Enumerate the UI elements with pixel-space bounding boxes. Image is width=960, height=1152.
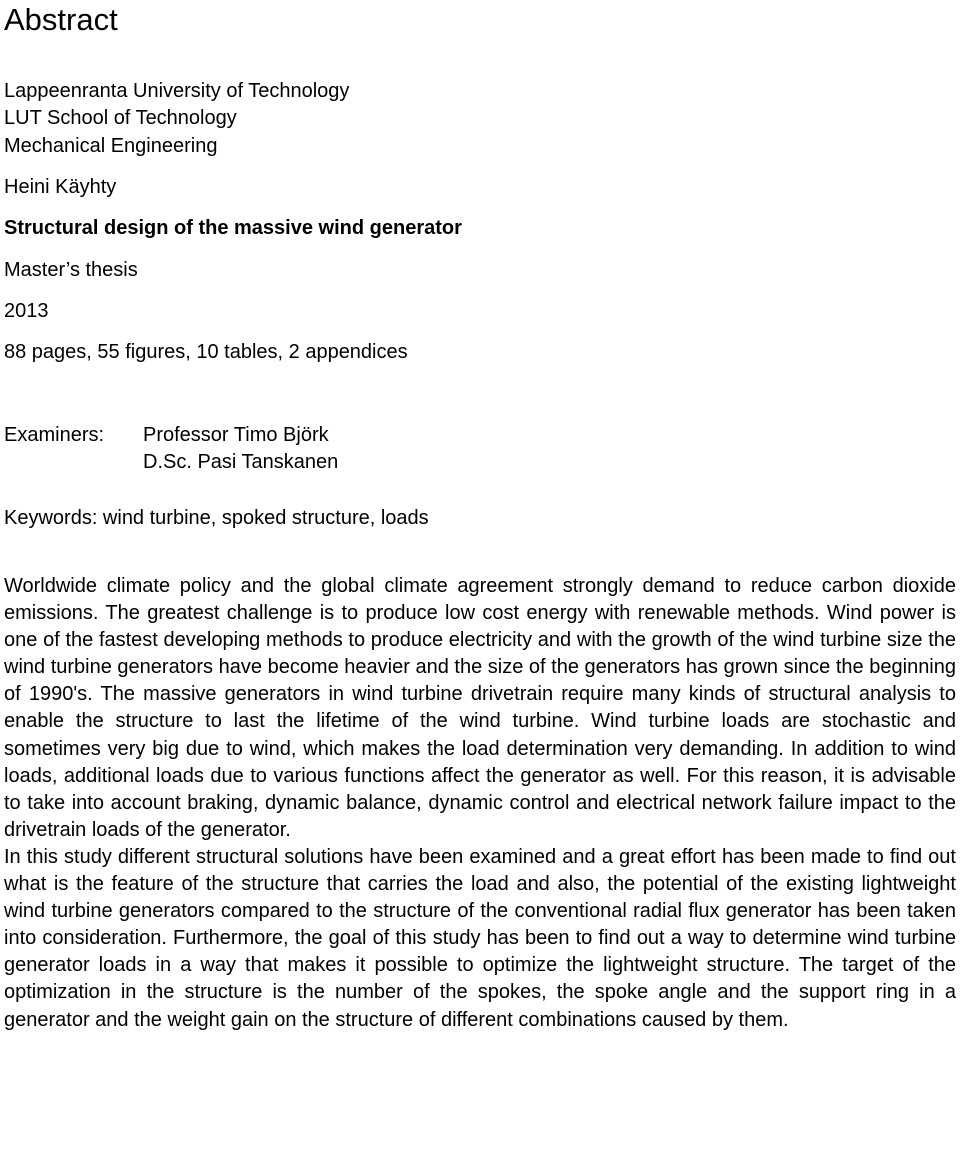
- abstract-body: [4, 573, 956, 1034]
- examiner-name: Professor Timo Björk: [143, 424, 329, 446]
- abstract-paragraph: In this study different structural solutions have been examined and a great effort has been made to find out what is the feature of the structure that carries the load and also, the potential of the existing lightweight wind turbine generators compared to the structure of the conventional radial flux generator has been taken into consideration. Furthermore, the goal of this study has been to find out a way to determine wind turbine generator loads in a way that makes it possible to optimize the lightweight structure. The target of the optimization in the structure is the number of the spokes, the spoke angle and the support ring in a generator and the weight gain on the structure of different combinations caused by them.: [4, 845, 956, 1031]
- department-name: Mechanical Engineering: [4, 135, 218, 157]
- thesis-type: Master’s thesis: [4, 259, 138, 281]
- keywords: Keywords: wind turbine, spoked structure, loads: [4, 507, 429, 529]
- university-name: Lappeenranta University of Technology: [4, 80, 350, 102]
- abstract-paragraph: Worldwide climate policy and the global climate agreement strongly demand to reduce carbon dioxide emissions. The greatest challenge is to produce low cost energy with renewable methods. Wind power is one of the fastest developing methods to produce electricity and with the growth of the wind turbine size the wind turbine generators have become heavier and the size of the generators has grown since the beginning of 1990's. The massive generators in wind turbine drivetrain require many kinds of structural analysis to enable the structure to last the lifetime of the wind turbine. Wind turbine loads are stochastic and sometimes very big due to wind, which makes the load determination very demanding. In addition to wind loads, additional loads due to various functions affect the generator as well. For this reason, it is advisable to take into account braking, dynamic balance, dynamic control and electrical network failure impact to the drivetrain loads of the generator.: [4, 575, 956, 841]
- author-name: Heini Käyhty: [4, 176, 117, 198]
- thesis-title: Structural design of the massive wind generator: [4, 217, 462, 239]
- examiner-name: D.Sc. Pasi Tanskanen: [143, 451, 339, 473]
- thesis-extent: 88 pages, 55 figures, 10 tables, 2 appendices: [4, 341, 408, 363]
- school-name: LUT School of Technology: [4, 107, 237, 129]
- examiners-label: Examiners:: [4, 424, 105, 446]
- page-heading: Abstract: [4, 2, 118, 37]
- thesis-year: 2013: [4, 300, 49, 322]
